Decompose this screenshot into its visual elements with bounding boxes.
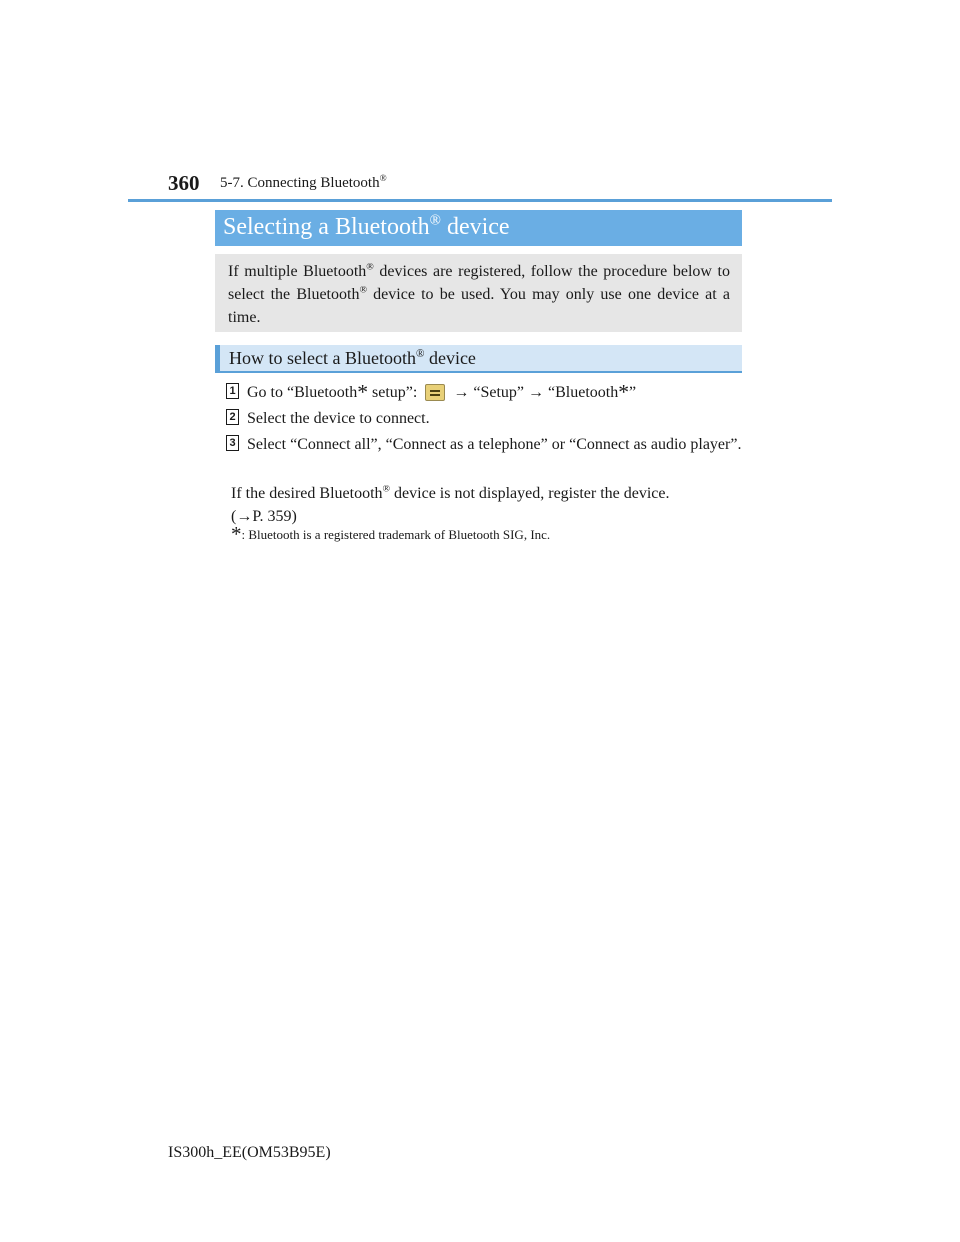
intro-box: If multiple Bluetooth® devices are registered, follow the procedure below to select the Bluetooth® device to be used. You may only use one device at a time. <box>215 254 742 332</box>
registered-mark: ® <box>382 483 391 495</box>
page-number: 360 <box>168 171 200 195</box>
registered-mark: ® <box>429 212 441 229</box>
step-text: Select the device to connect. <box>247 410 430 427</box>
footnote: *: Bluetooth is a registered trademark of Bluetooth SIG, Inc. <box>231 522 551 547</box>
note-line-1: If the desired Bluetooth® device is not displayed, register the device. <box>231 483 670 502</box>
step-text: Go to “Bluetooth* setup”: → “Setup” → “Bluetooth*” <box>247 380 637 405</box>
asterisk-mark: * <box>231 522 242 547</box>
step-number-badge: 3 <box>226 435 239 451</box>
model-code: IS300h_EE(OM53B95E) <box>168 1144 331 1161</box>
registered-mark: ® <box>359 284 367 296</box>
registered-mark: ® <box>366 261 374 273</box>
section-title: 5-7. Connecting Bluetooth® <box>220 173 387 191</box>
step-text: Select “Connect all”, “Connect as a telephone” or “Connect as audio player”. <box>247 436 742 453</box>
asterisk-mark: * <box>357 380 369 405</box>
asterisk-mark: * <box>618 380 629 405</box>
registered-mark: ® <box>379 173 387 184</box>
registered-mark: ® <box>415 347 425 360</box>
note-line-2: (→P. 359) <box>231 508 297 525</box>
subheading: How to select a Bluetooth® device <box>215 345 742 373</box>
page-title: Selecting a Bluetooth® device <box>215 210 742 246</box>
step-number-badge: 2 <box>226 409 239 425</box>
menu-icon <box>425 384 445 401</box>
header-rule <box>128 199 832 202</box>
step-number-badge: 1 <box>226 383 239 399</box>
